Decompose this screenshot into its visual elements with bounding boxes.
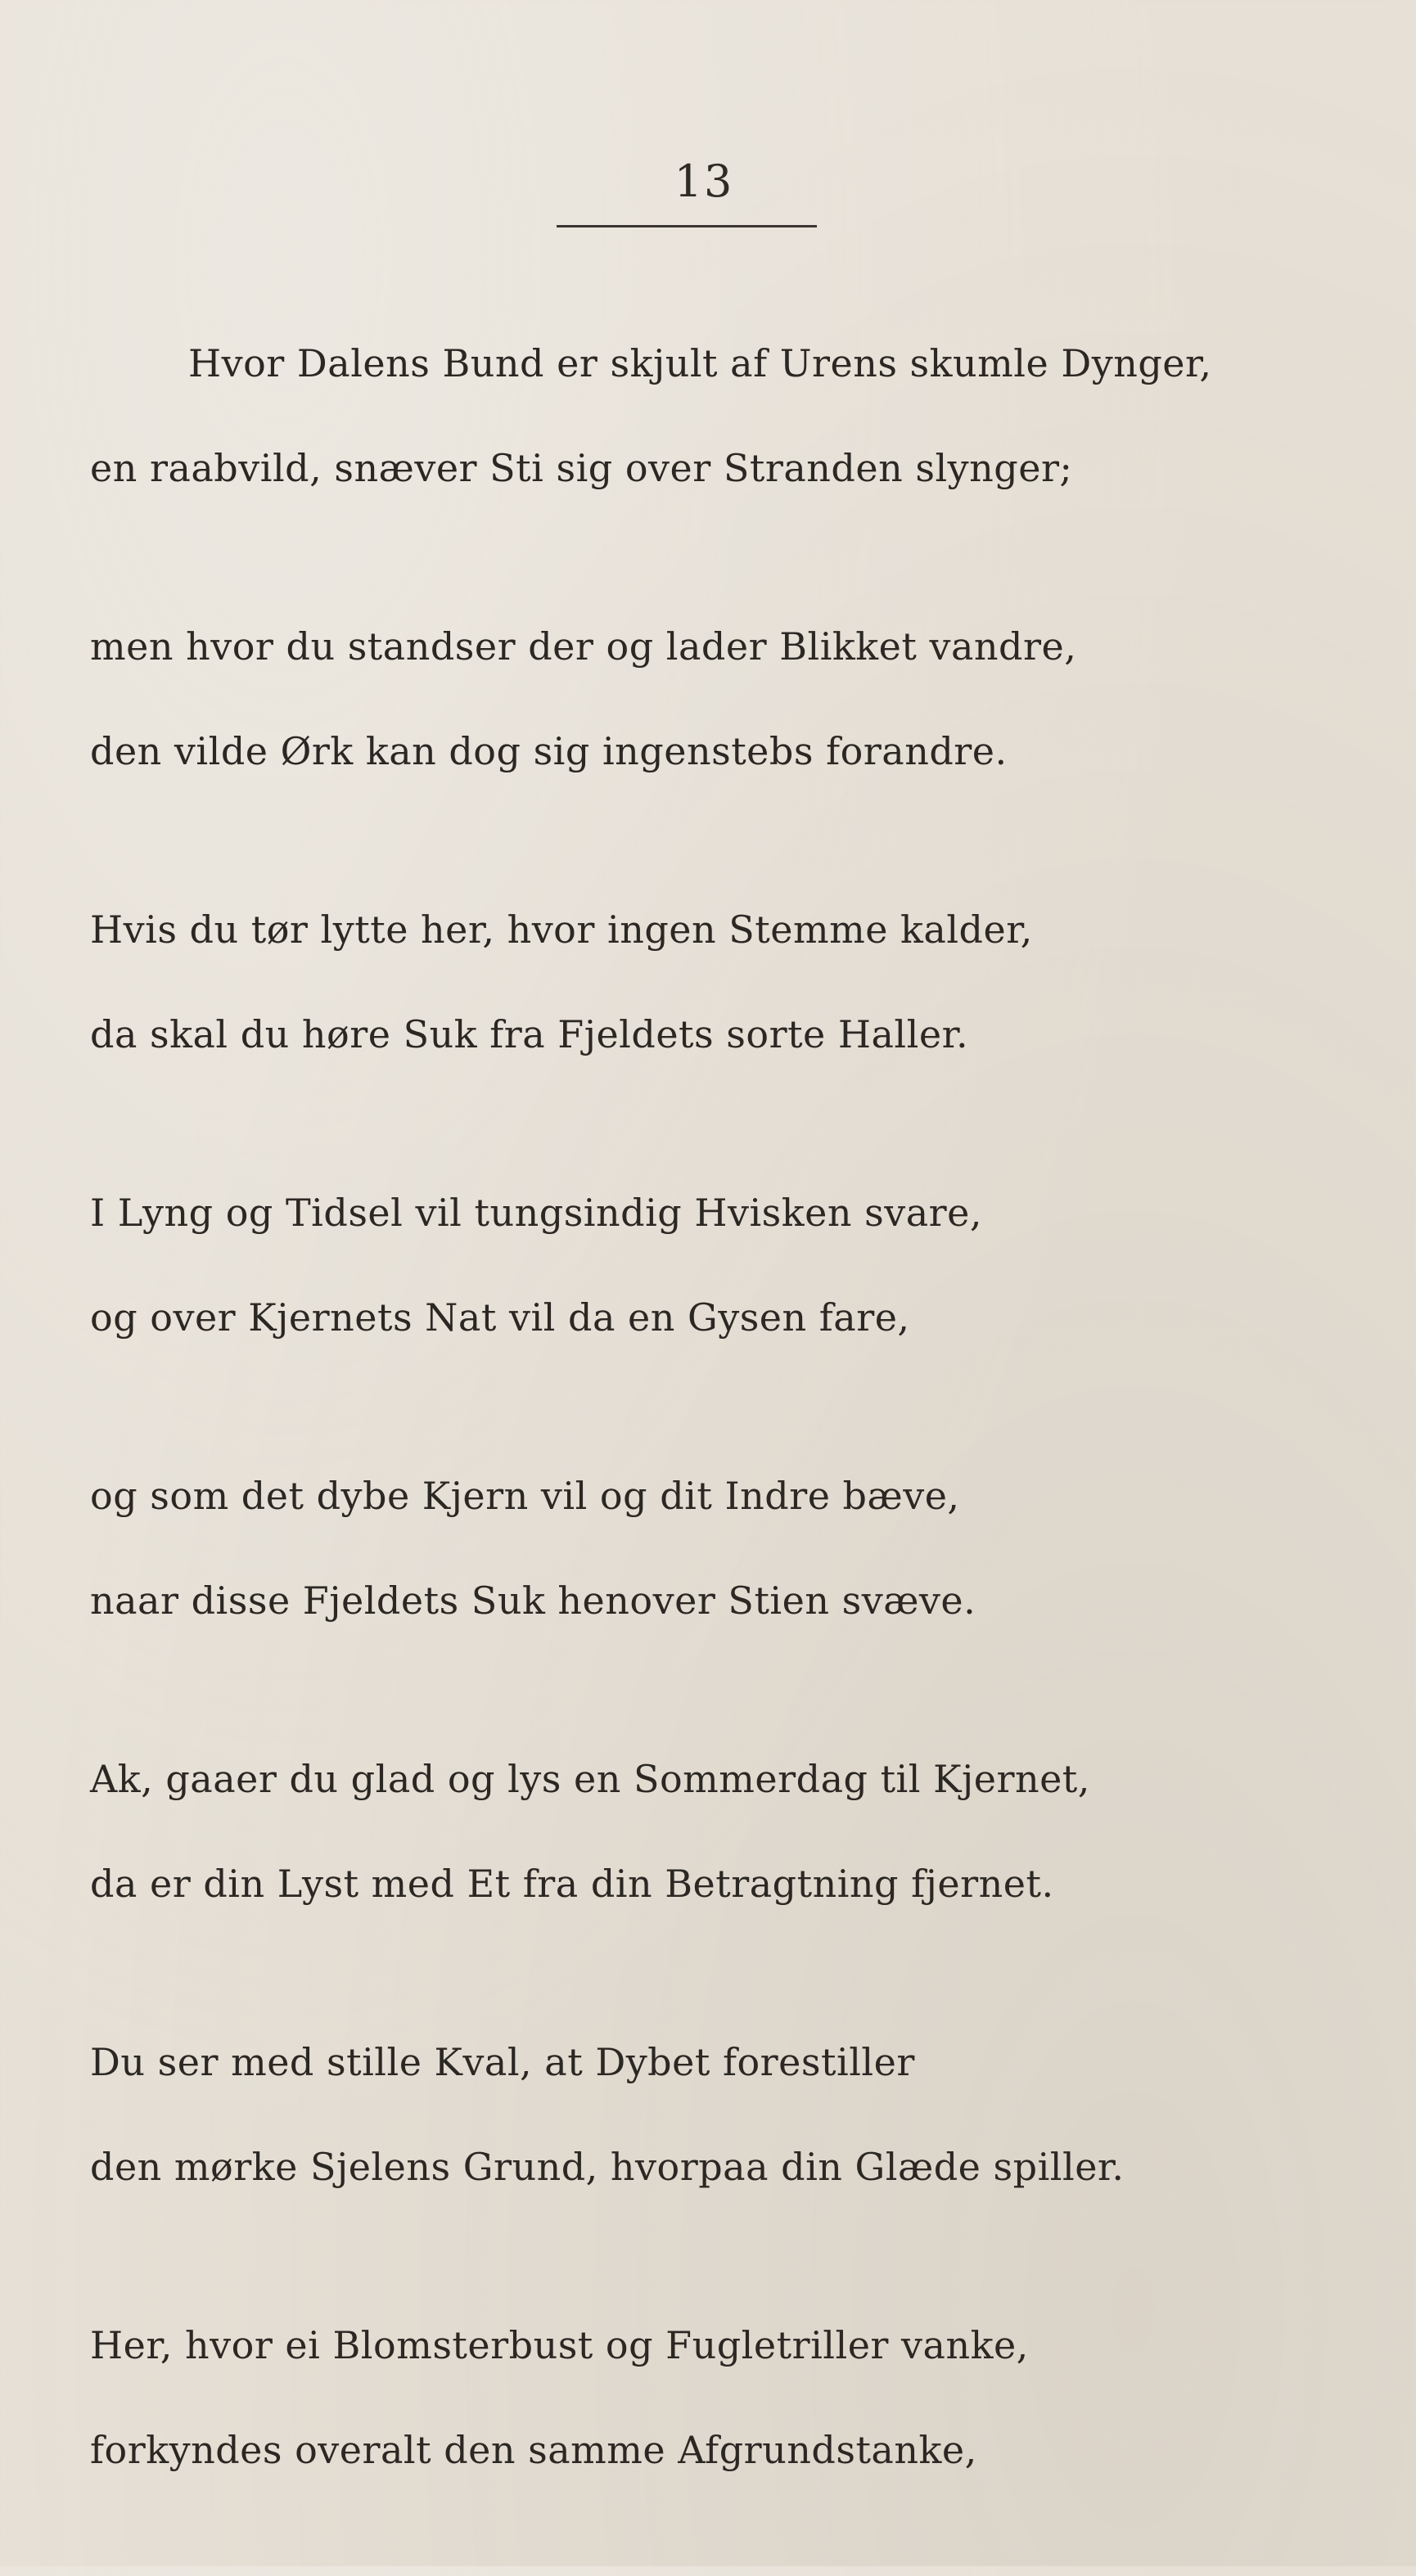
- stanza: [90, 2293, 1334, 2502]
- stanza: [90, 2010, 1334, 2219]
- header-rule: [557, 225, 817, 227]
- poem-line: da skal du høre Suk fra Fjeldets sorte Haller.: [90, 1012, 969, 1056]
- page-number: 13: [674, 155, 734, 207]
- poem-line: en raabvild, snæver Sti sig over Stranden slynger;: [90, 446, 1073, 490]
- poem-line: og over Kjernets Nat vil da en Gysen fare,: [90, 1295, 910, 1340]
- stanza: [90, 1443, 1334, 1653]
- poem-line: Her, hvor ei Blomsterbust og Fugletriller vanke,: [90, 2323, 1029, 2367]
- stanza: [90, 1727, 1334, 1936]
- poem-line: forkyndes overalt den samme Afgrundstanke,: [90, 2428, 977, 2472]
- poem-line: I Lyng og Tidsel vil tungsindig Hvisken svare,: [90, 1191, 982, 1235]
- stanza: [90, 311, 1334, 520]
- poem-line: Du ser med stille Kval, at Dybet forestiller: [90, 2040, 915, 2084]
- poem-line: men hvor du standser der og lader Blikket vandre,: [90, 624, 1077, 669]
- stanza: [90, 1160, 1334, 1370]
- poem-line: den vilde Ørk kan dog sig ingenstebs forandre.: [90, 729, 1008, 773]
- poem-line: og som det dybe Kjern vil og dit Indre bæve,: [90, 1474, 960, 1518]
- stanza: [90, 877, 1334, 1087]
- poem-line: Hvis du tør lytte her, hvor ingen Stemme kalder,: [90, 907, 1033, 952]
- stanza: [90, 594, 1334, 804]
- page-header: [0, 155, 1416, 207]
- poem-line: da er din Lyst med Et fra din Betragtning fjernet.: [90, 1862, 1054, 1906]
- poem-line: naar disse Fjeldets Suk henover Stien svæve.: [90, 1578, 976, 1623]
- poem-line: Hvor Dalens Bund er skjult af Urens skumle Dynger,: [188, 341, 1212, 385]
- poem-line: Ak, gaaer du glad og lys en Sommerdag til Kjernet,: [90, 1757, 1090, 1801]
- poem: [90, 311, 1334, 2576]
- poem-line: den mørke Sjelens Grund, hvorpaa din Glæde spiller.: [90, 2145, 1125, 2189]
